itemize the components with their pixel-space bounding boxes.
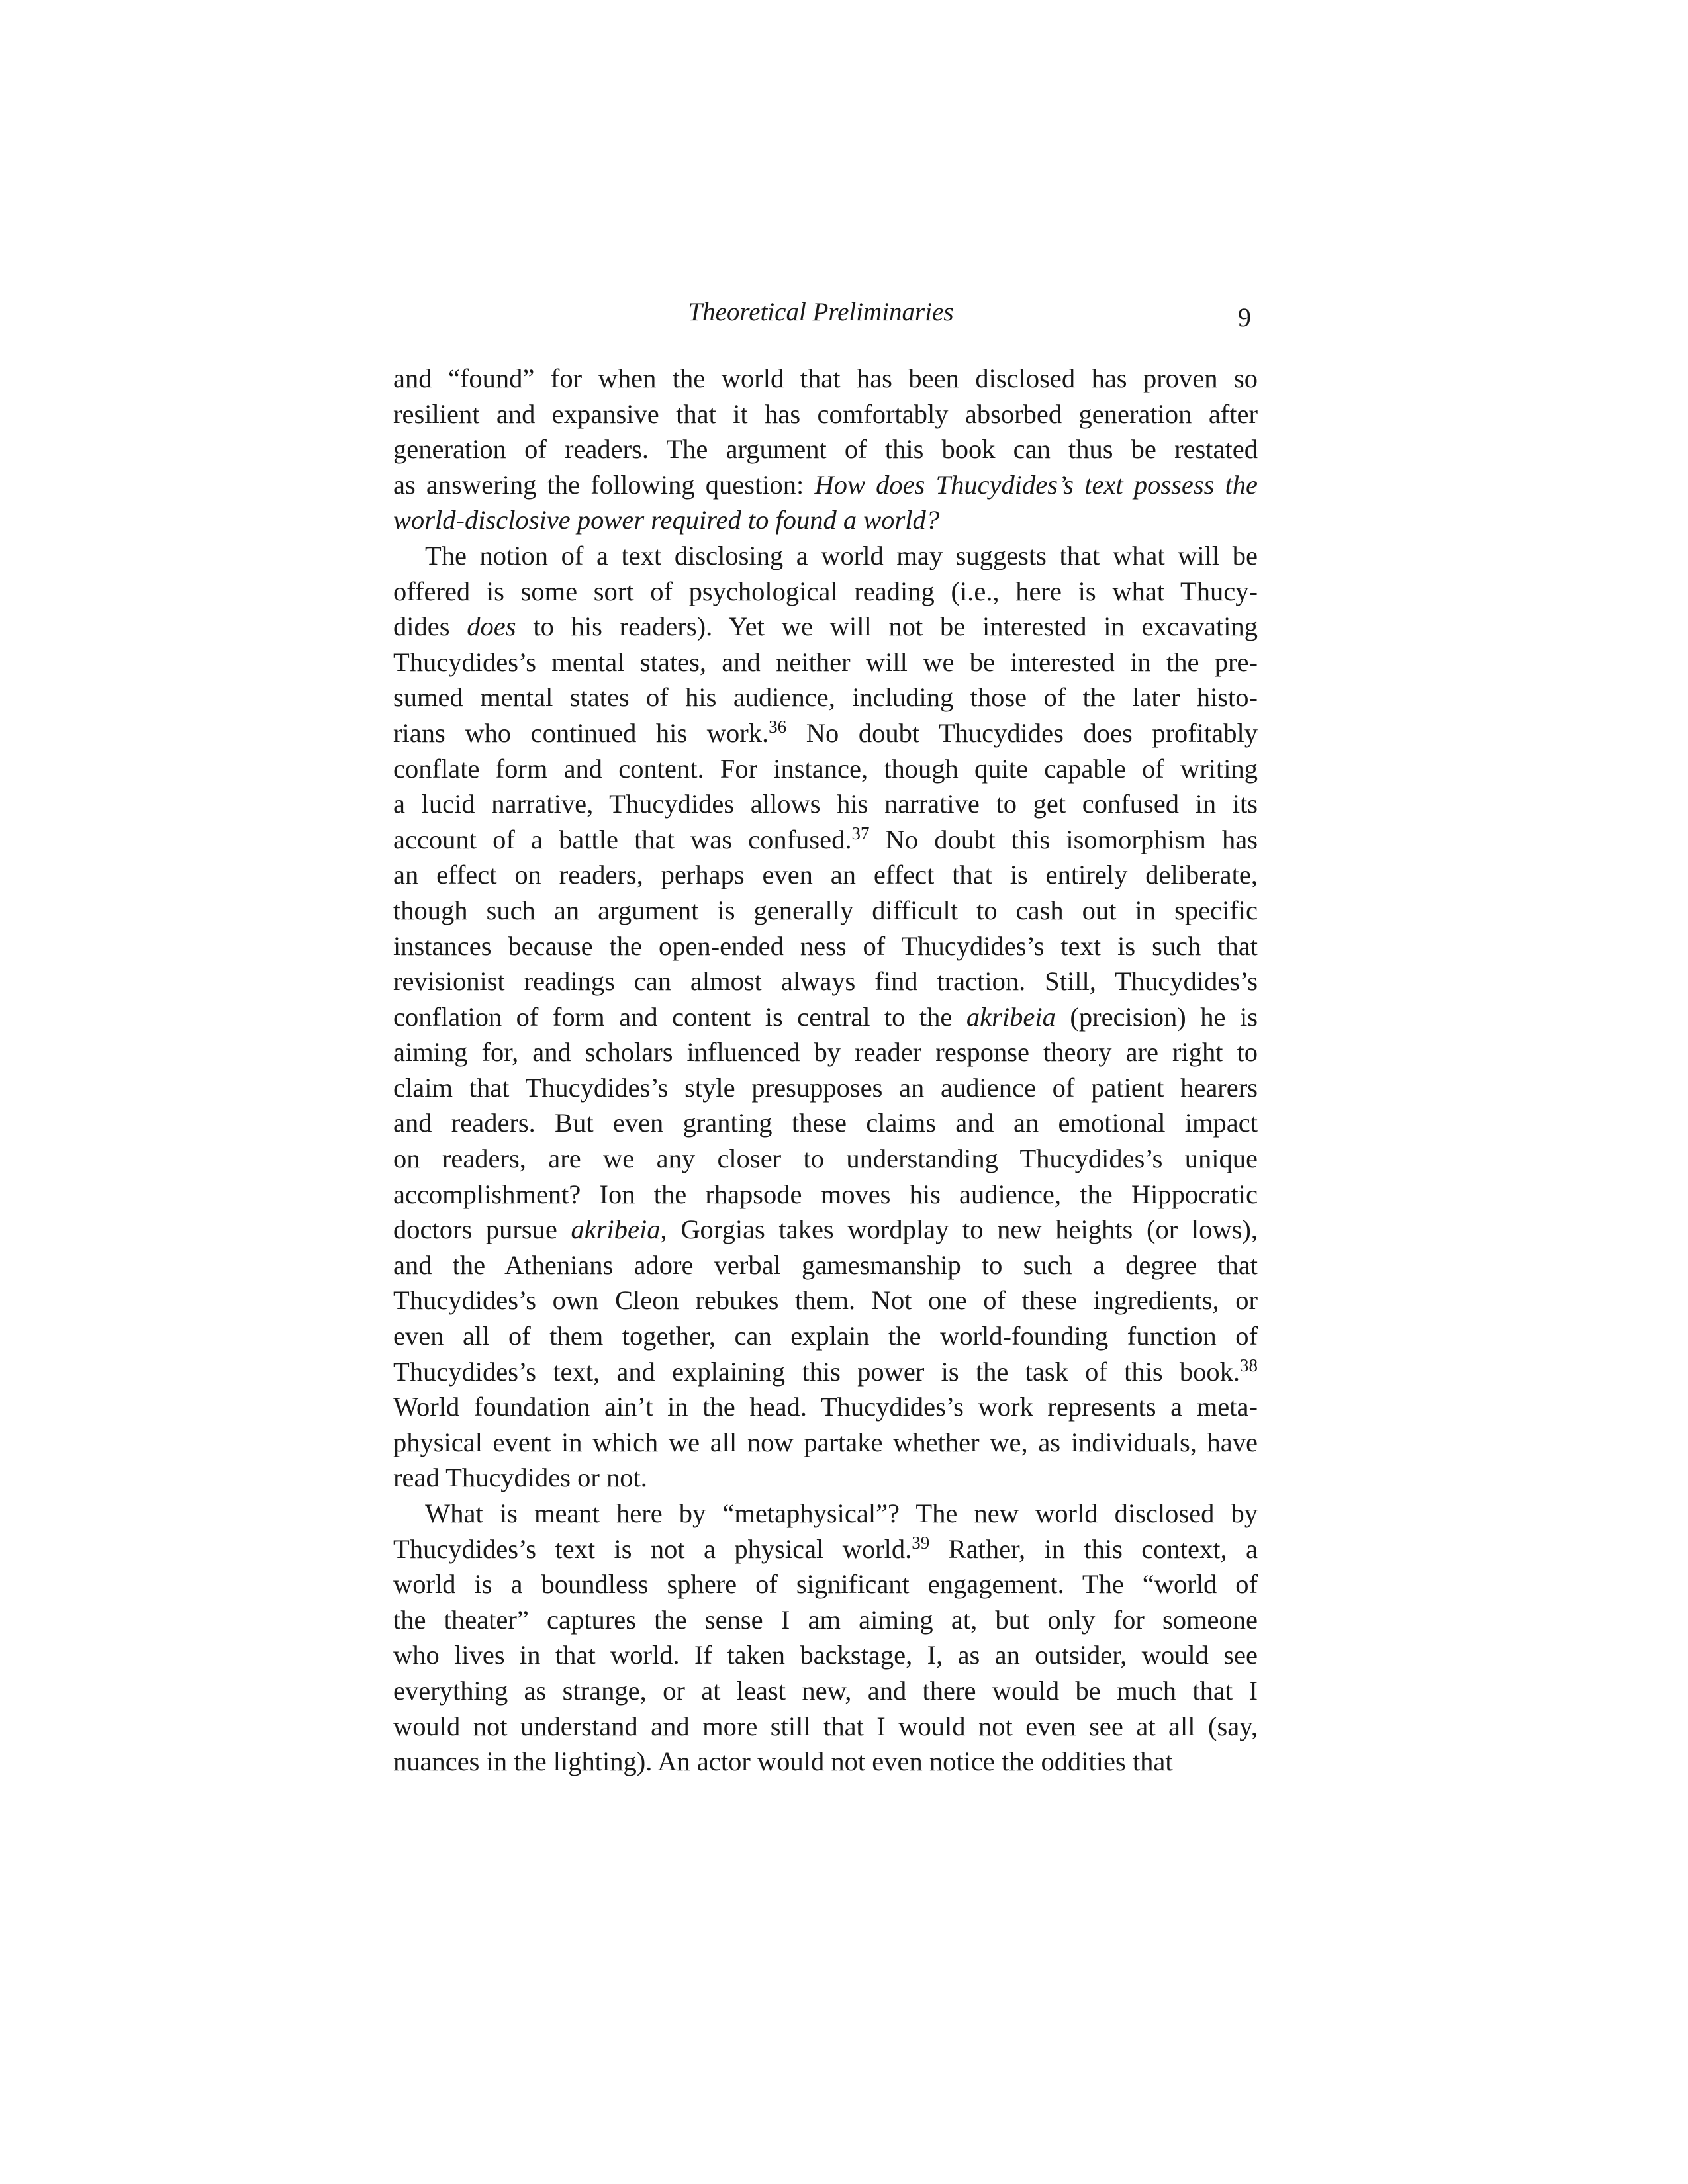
text-run: doctors pursue [393,1214,571,1245]
text-run: world is a boundless sphere of significant engagement. The “world of [393,1569,1258,1600]
text-run: conflation of form and content is central to the [393,1001,966,1032]
footnote-ref: 38 [1240,1355,1258,1375]
text-run: Rather, in this context, a [929,1533,1258,1564]
text-line [393,929,1258,964]
text-line [393,361,1258,396]
italic-text: world-disclosive power required to found a world? [393,505,939,535]
text-line [393,609,1258,645]
text-run: accomplishment? Ion the rhapsode moves his audience, the Hippocratic [393,1179,1258,1209]
text-run: as answering the following question: [393,469,815,500]
text-run: The notion of a text disclosing a world may suggests that what will be [425,540,1258,570]
text-run: who lives in that world. If taken backstage, I, as an outsider, would see [393,1640,1258,1670]
text-line [393,574,1258,610]
text-line [393,1283,1258,1318]
text-run: would not understand and more still that I would not even see at all (say, [393,1711,1258,1741]
text-run: World foundation ain’t in the head. Thucydides’s work represents a meta- [393,1392,1258,1422]
text-run: revisionist readings can almost always find traction. Still, Thucydides’s [393,966,1258,997]
text-run: No doubt Thucydides does profitably [786,717,1258,748]
text-line [393,1425,1258,1461]
text-run: What is meant here by “metaphysical”? The new world disclosed by [425,1498,1258,1528]
text-line [393,857,1258,893]
text-line [393,1070,1258,1106]
footnote-ref: 36 [769,716,787,737]
text-run: even all of them together, can explain the world-founding function of [393,1321,1258,1351]
text-run: account of a battle that was confused. [393,824,852,854]
page-number: 9 [1238,302,1251,332]
text-run: to his readers). Yet we will not be interested in excavating [516,612,1258,642]
text-run: read Thucydides or not. [393,1463,647,1493]
text-run: offered is some sort of psychological reading (i.e., here is what Thucy- [393,576,1258,606]
text-line [393,396,1258,432]
text-line [393,1034,1258,1070]
text-line [393,1496,1258,1531]
text-run: an effect on readers, perhaps even an effect that is entirely deliberate, [393,860,1258,890]
footnote-ref: 39 [912,1532,930,1553]
text-line [393,1318,1258,1354]
italic-text: How does Thucydides’s text possess the [814,469,1258,500]
text-line [393,538,1258,574]
text-line [393,1709,1258,1745]
text-run: nuances in the lighting). An actor would not even notice the oddities that [393,1747,1173,1777]
text-run: Thucydides’s text is not a physical world. [393,1533,912,1564]
text-run: resilient and expansive that it has comfortably absorbed generation after [393,398,1258,429]
text-line [393,1354,1258,1390]
text-line [393,1744,1258,1780]
text-line [393,1177,1258,1212]
text-run: a lucid narrative, Thucydides allows his narrative to get confused in its [393,789,1258,819]
text-line [393,467,1258,503]
text-run: though such an argument is generally difficult to cash out in specific [393,895,1258,925]
text-line [393,999,1258,1035]
text-run: and readers. But even granting these claims and an emotional impact [393,1108,1258,1138]
text-run: and “found” for when the world that has been disclosed has proven so [393,363,1258,393]
text-run: Thucydides’s text, and explaining this power is the task of this book. [393,1356,1240,1387]
text-run: the theater” captures the sense I am aiming at, but only for someone [393,1604,1258,1635]
text-run: instances because the open-ended ness of Thucydides’s text is such that [393,931,1258,961]
text-line [393,822,1258,858]
body-text [393,361,1258,1780]
text-line [393,1248,1258,1283]
text-line [393,1212,1258,1248]
text-run: on readers, are we any closer to understanding Thucydides’s unique [393,1144,1258,1174]
text-line [393,432,1258,467]
text-run: (precision) he is [1055,1001,1258,1032]
text-run: , Gorgias takes wordplay to new heights (or lows), [660,1214,1258,1245]
text-line [393,680,1258,715]
text-run: everything as strange, or at least new, and there would be much that I [393,1675,1258,1706]
text-line [393,1389,1258,1425]
text-line [393,1673,1258,1709]
text-run: Thucydides’s mental states, and neither will we be interested in the pre- [393,647,1258,677]
text-line [393,1460,1258,1496]
text-line [393,502,1258,538]
running-head: Theoretical Preliminaries [688,298,954,326]
text-run: claim that Thucydides’s style presupposes an audience of patient hearers [393,1072,1258,1103]
text-line [393,1602,1258,1638]
text-line [393,893,1258,929]
text-run: rians who continued his work. [393,717,769,748]
footnote-ref: 37 [851,823,870,843]
text-line [393,1531,1258,1567]
text-run: conflate form and content. For instance, though quite capable of writing [393,753,1258,784]
italic-text: akribeia [571,1214,661,1245]
italic-text: akribeia [966,1001,1056,1032]
text-line [393,645,1258,680]
italic-text: does [467,612,516,642]
text-run: and the Athenians adore verbal gamesmanship to such a degree that [393,1250,1258,1280]
text-run: sumed mental states of his audience, including those of the later histo- [393,682,1258,713]
text-run: physical event in which we all now partake whether we, as individuals, have [393,1427,1258,1457]
text-line [393,1141,1258,1177]
text-line [393,1567,1258,1602]
text-run: aiming for, and scholars influenced by reader response theory are right to [393,1037,1258,1068]
text-run: generation of readers. The argument of this book can thus be restated [393,434,1258,465]
text-line [393,1637,1258,1673]
text-line [393,751,1258,787]
text-line [393,964,1258,999]
text-line [393,1105,1258,1141]
text-run: dides [393,612,467,642]
text-line [393,715,1258,751]
text-run: No doubt this isomorphism has [869,824,1258,854]
text-line [393,786,1258,822]
text-run: Thucydides’s own Cleon rebukes them. Not one of these ingredients, or [393,1285,1258,1316]
